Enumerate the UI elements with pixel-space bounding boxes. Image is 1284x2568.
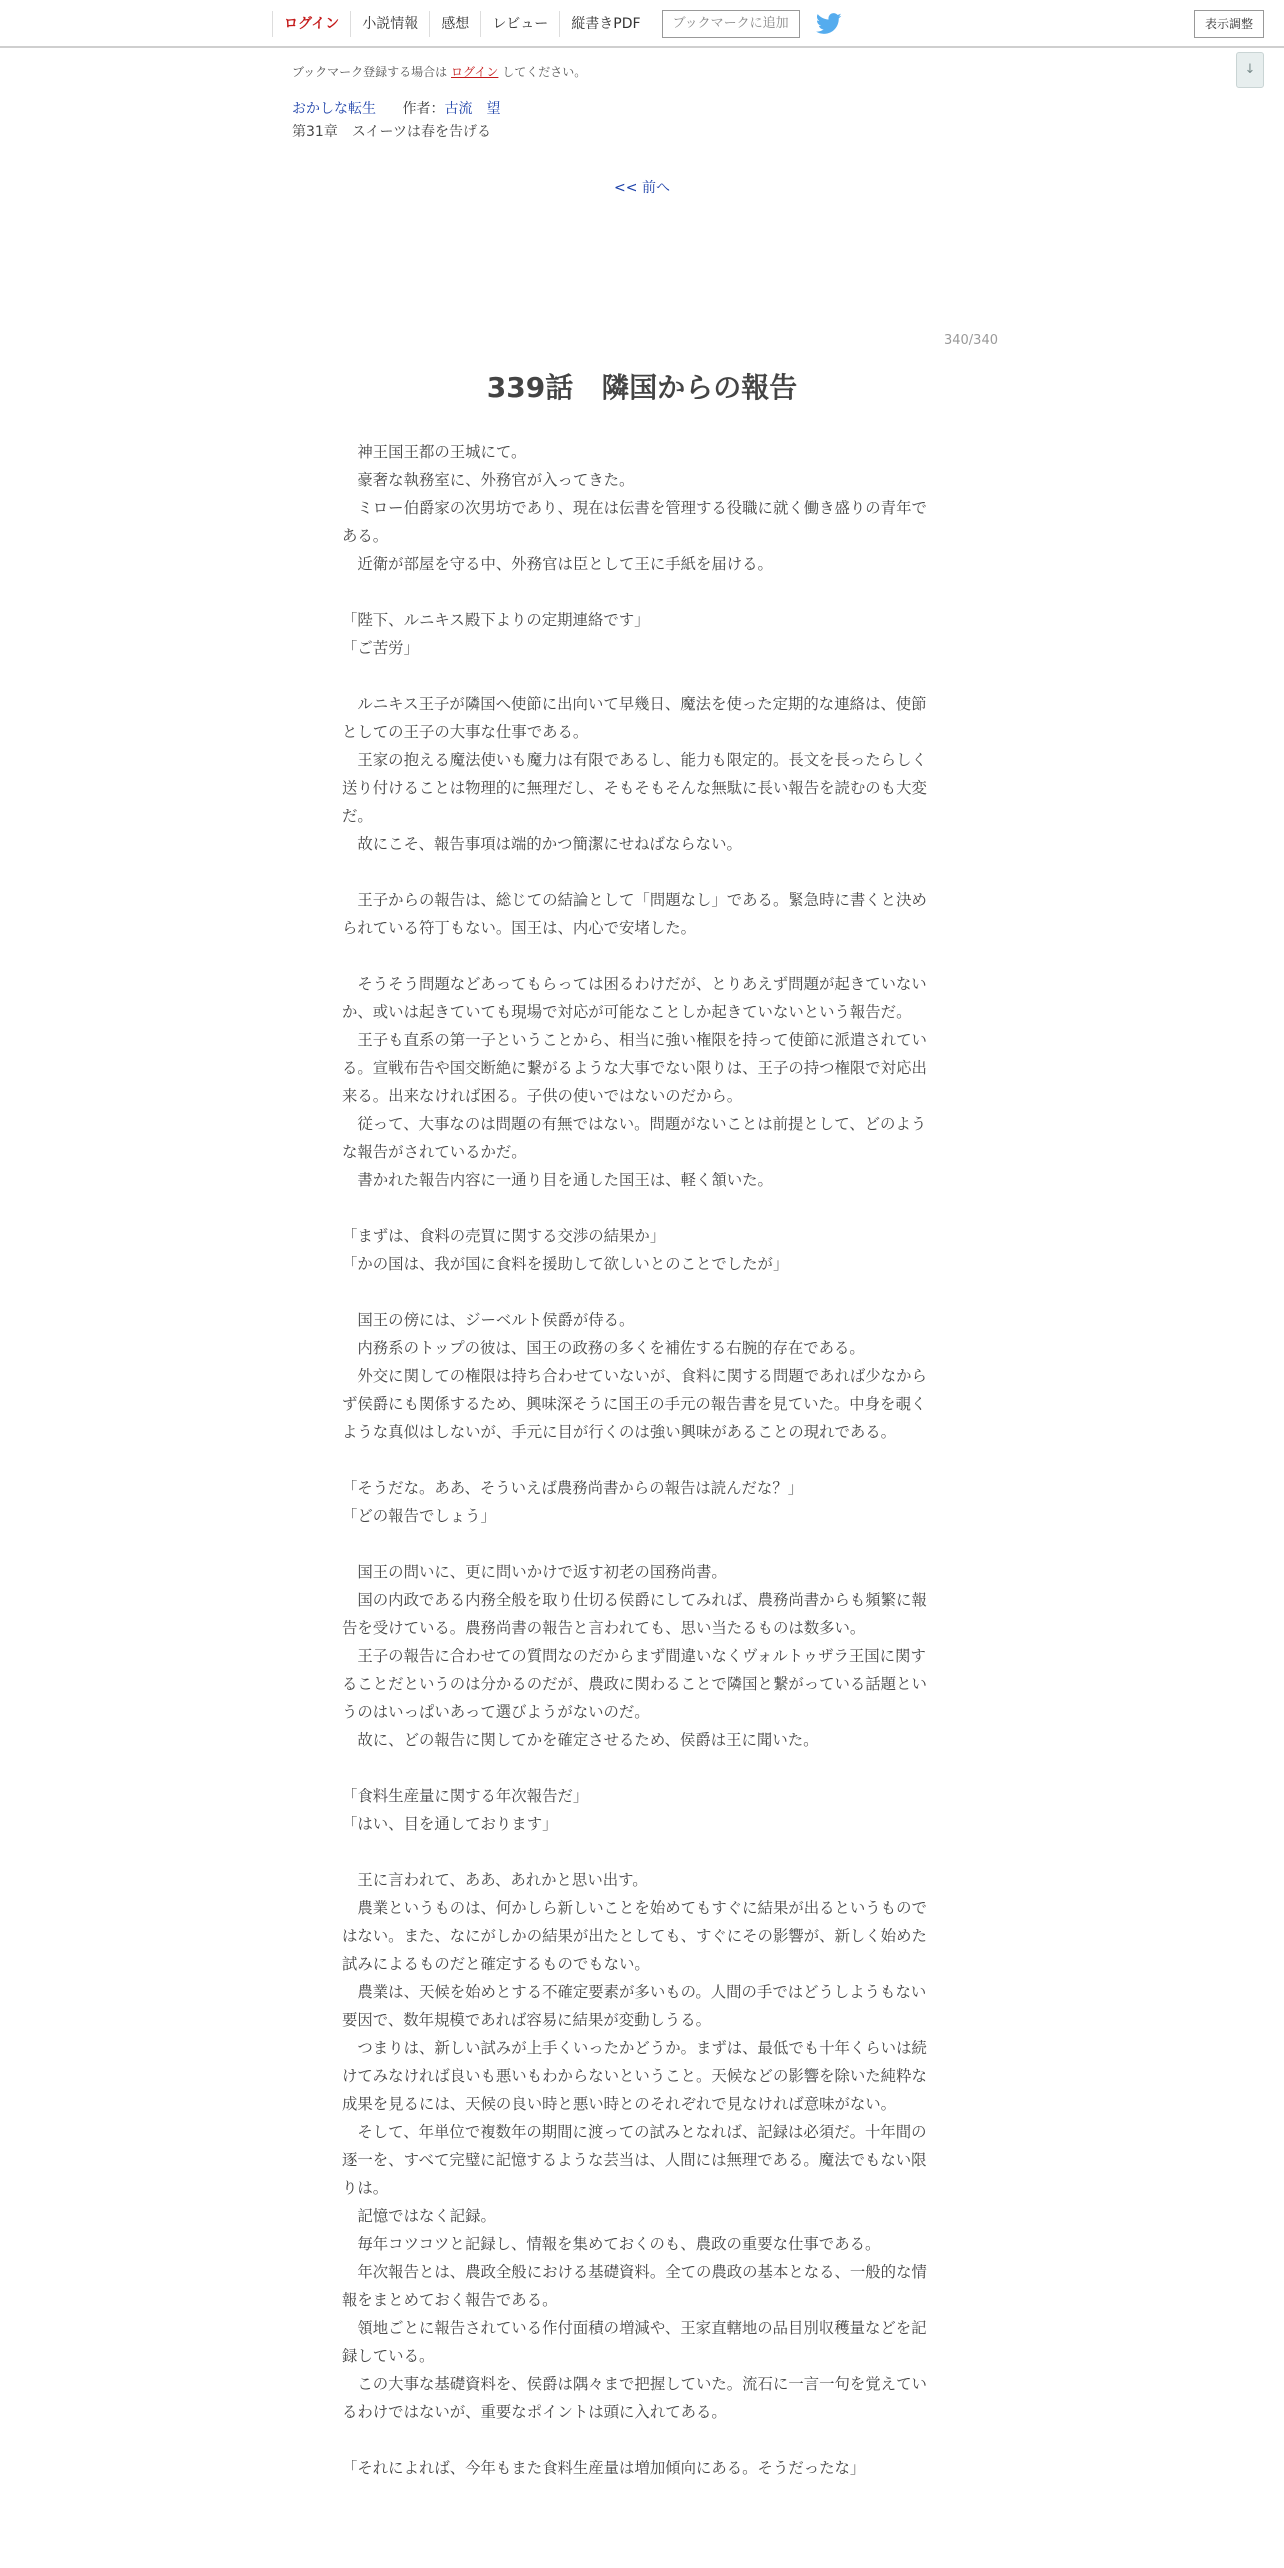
body-paragraph	[342, 2426, 936, 2454]
body-paragraph	[342, 1278, 936, 1306]
body-paragraph: つまりは、新しい試みが上手くいったかどうか。まずは、最低でも十年くらいは続けてみなければ良いも悪いもわからないということ。天候などの影響を除いた純粋な成果を見るには、天候の良い時と悪い時とのそれぞれで見なければ意味がない。	[342, 2039, 927, 2113]
review-link[interactable]: レビュー	[480, 11, 559, 37]
body-paragraph: 「それによれば、今年もまた食料生産量は増加傾向にある。そうだったな」	[342, 2459, 866, 2477]
body-paragraph: 領地ごとに報告されている作付面積の増減や、王家直轄地の品目別収穫量などを記録している。	[342, 2319, 927, 2365]
chapter-title: 第31章 スイーツは春を告げる	[292, 124, 491, 140]
body-paragraph	[342, 1446, 936, 1474]
episode-title: 339話 隣国からの報告	[486, 371, 798, 404]
previous-episode-link[interactable]: << 前へ	[614, 180, 670, 196]
body-paragraph: そうそう問題などあってもらっては困るわけだが、とりあえず問題が起きていないか、或いは起きていても現場で対応が可能なことしか起きていないという報告だ。	[342, 975, 927, 1021]
body-paragraph	[342, 662, 936, 690]
body-paragraph: 年次報告とは、農政全般における基礎資料。全ての農政の基本となる、一般的な情報をまとめておく報告である。	[342, 2263, 927, 2309]
series-title-link[interactable]: おかしな転生	[292, 101, 376, 117]
body-paragraph: 国王の問いに、更に問いかけで返す初老の国務尚書。	[342, 1563, 727, 1581]
body-paragraph	[342, 1754, 936, 1782]
body-paragraph	[342, 1194, 936, 1222]
body-paragraph: 外交に関しての権限は持ち合わせていないが、食料に関する問題であれば少なからず侯爵にも関係するため、興味深そうに国王の手元の報告書を見ていた。中身を覗くような真似はしないが、手元に目が行くのは強い興味があることの現れである。	[342, 1367, 927, 1441]
body-paragraph	[342, 858, 936, 886]
body-paragraph: 内務系のトップの彼は、国王の政務の多くを補佐する右腕的存在である。	[342, 1339, 865, 1357]
body-paragraph	[342, 578, 936, 606]
body-paragraph: ミロー伯爵家の次男坊であり、現在は伝書を管理する役職に就く働き盛りの青年である。	[342, 499, 927, 545]
body-paragraph: 「まずは、食料の売買に関する交渉の結果か」	[342, 1227, 666, 1245]
body-paragraph: 「ご苦労」	[342, 639, 419, 657]
body-paragraph: 「どの報告でしょう」	[342, 1507, 496, 1525]
body-paragraph: この大事な基礎資料を、侯爵は隅々まで把握していた。流石に一言一句を覚えているわけではないが、重要なポイントは頭に入れてある。	[342, 2375, 927, 2421]
body-paragraph: 王子の報告に合わせての質問なのだからまず間違いなくヴォルトゥザラ王国に関することだというのは分かるのだが、農政に関わることで隣国と繋がっている話題というのはいっぱいあって選びようがないのだ。	[342, 1647, 927, 1721]
novel-info-link[interactable]: 小説情報	[350, 11, 429, 37]
body-paragraph	[342, 1838, 936, 1866]
body-paragraph: 近衛が部屋を守る中、外務官は臣として王に手紙を届ける。	[342, 555, 773, 573]
body-paragraph: 故に、どの報告に関してかを確定させるため、侯爵は王に聞いた。	[342, 1731, 819, 1749]
body-paragraph: 農業というものは、何かしら新しいことを始めてもすぐに結果が出るというものではない。また、なにがしかの結果が出たとしても、すぐにその影響が、新しく始めた試みによるものだと確定するものでもない。	[342, 1899, 927, 1973]
body-paragraph: 国の内政である内務全般を取り仕切る侯爵にしてみれば、農務尚書からも頻繁に報告を受けている。農務尚書の報告と言われても、思い当たるものは数多い。	[342, 1591, 927, 1637]
body-paragraph: 「かの国は、我が国に食料を援助して欲しいとのことでしたが」	[342, 1255, 789, 1273]
bookmark-notice-login-link[interactable]: ログイン	[451, 65, 499, 79]
vertical-pdf-link[interactable]: 縦書きPDF	[559, 11, 651, 37]
body-paragraph: 故にこそ、報告事項は端的かつ簡潔にせねばならない。	[342, 835, 742, 853]
display-settings-button[interactable]: 表示調整	[1194, 10, 1264, 38]
impressions-link[interactable]: 感想	[429, 11, 480, 37]
author-name-link[interactable]: 古流 望	[444, 101, 501, 117]
body-paragraph: 豪奢な執務室に、外務官が入ってきた。	[342, 471, 635, 489]
bookmark-notice-suffix: してください。	[502, 65, 587, 79]
body-paragraph: 「そうだな。ああ、そういえば農務尚書からの報告は読んだな？」	[342, 1479, 804, 1497]
add-bookmark-button[interactable]: ブックマークに追加	[662, 10, 800, 38]
bookmark-notice-text: ブックマーク登録する場合は	[292, 65, 448, 79]
twitter-icon[interactable]	[816, 13, 842, 35]
body-paragraph: 王家の抱える魔法使いも魔力は有限であるし、能力も限定的。長文を長ったらしく送り付けることは物理的に無理だし、そもそもそんな無駄に長い報告を読むのも大変だ。	[342, 751, 927, 825]
body-paragraph: そして、年単位で複数年の期間に渡っての試みとなれば、記録は必須だ。十年間の逐一を、すべて完璧に記憶するような芸当は、人間には無理である。魔法でもない限りは。	[342, 2123, 927, 2197]
body-paragraph: 「食料生産量に関する年次報告だ」	[342, 1787, 589, 1805]
body-paragraph: 王子も直系の第一子ということから、相当に強い権限を持って使節に派遣されている。宣戦布告や国交断絶に繋がるような大事でない限りは、王子の持つ権限で対応出来る。出来なければ困る。子供の使いではないのだから。	[342, 1031, 927, 1105]
body-paragraph: 「はい、目を通しております」	[342, 1815, 558, 1833]
global-nav	[272, 10, 842, 38]
body-paragraph: 王に言われて、ああ、あれかと思い出す。	[342, 1871, 648, 1889]
body-paragraph: 書かれた報告内容に一通り目を通した国王は、軽く頷いた。	[342, 1171, 773, 1189]
body-paragraph: 国王の傍には、ジーベルト侯爵が侍る。	[342, 1311, 635, 1329]
top-navigation-bar	[0, 0, 1284, 48]
body-paragraph: 記憶ではなく記録。	[342, 2207, 496, 2225]
body-paragraph: 王子からの報告は、総じての結論として「問題なし」である。緊急時に書くと決められている符丁もない。国王は、内心で安堵した。	[342, 891, 927, 937]
login-link[interactable]: ログイン	[272, 11, 350, 37]
body-paragraph: 農業は、天候を始めとする不確定要素が多いもの。人間の手ではどうしようもない要因で、数年規模であれば容易に結果が変動しうる。	[342, 1983, 927, 2029]
body-paragraph	[342, 942, 936, 970]
body-paragraph: 神王国王都の王城にて。	[342, 443, 527, 461]
bookmark-notice	[292, 63, 586, 80]
body-paragraph: ルニキス王子が隣国へ使節に出向いて早幾日、魔法を使った定期的な連絡は、使節としての王子の大事な仕事である。	[342, 695, 927, 741]
body-paragraph: 従って、大事なのは問題の有無ではない。問題がないことは前提として、どのような報告がされているかだ。	[342, 1115, 927, 1161]
episode-page-counter: 340/340	[943, 333, 998, 348]
series-info	[292, 98, 500, 118]
body-paragraph: 毎年コツコツと記録し、情報を集めておくのも、農政の重要な仕事である。	[342, 2235, 881, 2253]
scroll-down-button[interactable]: ↓	[1236, 52, 1264, 88]
novel-body	[342, 438, 936, 2482]
author-label: 作者：	[402, 101, 445, 117]
body-paragraph: 「陛下、ルニキス殿下よりの定期連絡です」	[342, 611, 650, 629]
body-paragraph	[342, 1530, 936, 1558]
